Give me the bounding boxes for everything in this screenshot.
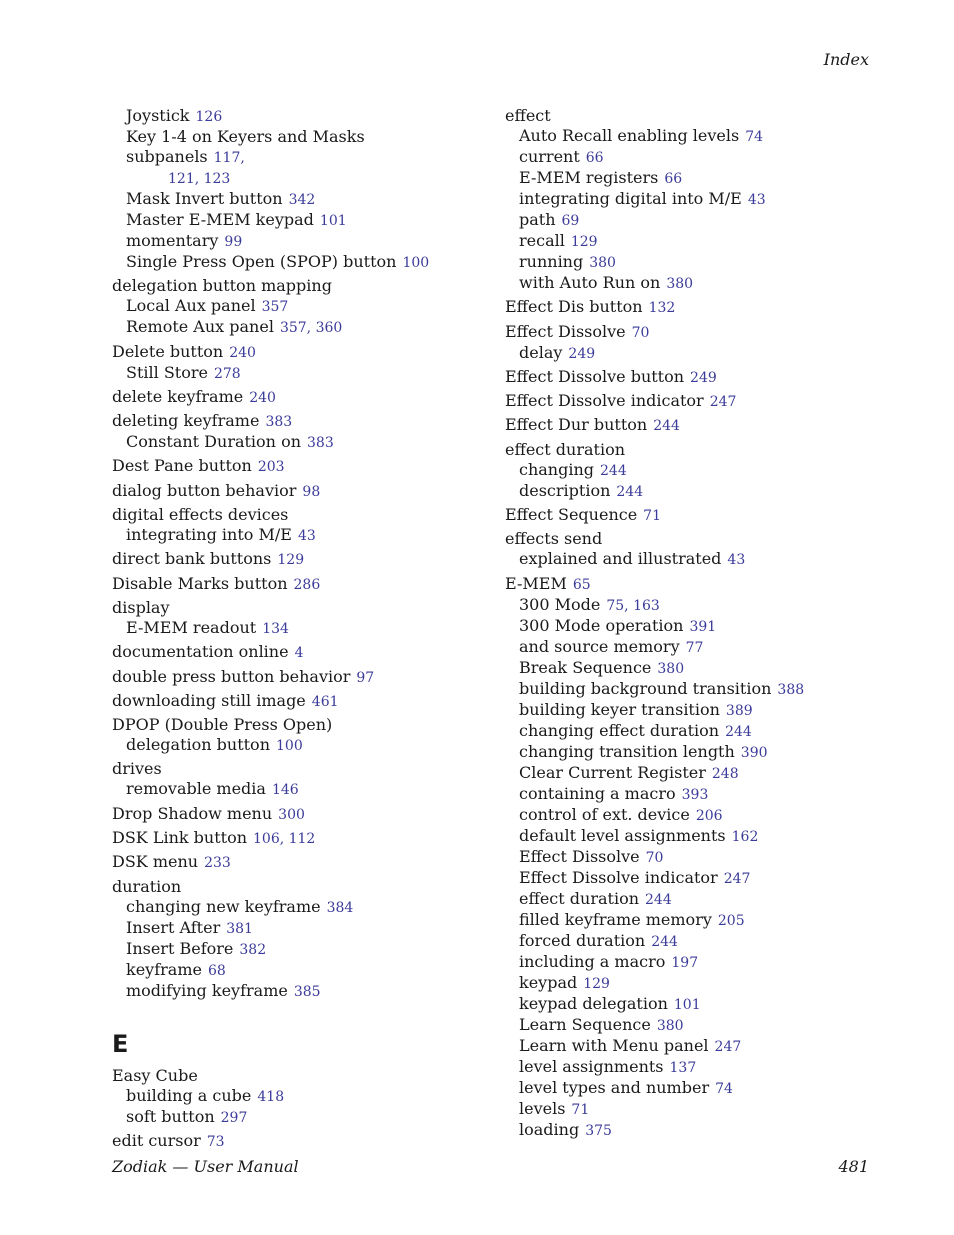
index-subentry — [505, 1078, 805, 1099]
index-subentry — [505, 1120, 805, 1141]
index-entry — [112, 759, 482, 779]
index-term: keyframe — [126, 959, 202, 979]
index-subentry — [112, 918, 482, 939]
index-term: delay — [519, 342, 563, 362]
index-entry — [505, 574, 805, 595]
index-subentry — [505, 973, 805, 994]
page-reference-link[interactable]: 233 — [204, 855, 231, 872]
index-entry — [505, 322, 805, 343]
index-entry — [112, 804, 482, 825]
index-entry — [112, 387, 482, 408]
index-subentry — [505, 549, 805, 570]
index-subentry — [505, 763, 805, 784]
index-term: and source memory — [519, 636, 680, 656]
index-subentry — [112, 168, 482, 189]
index-term: DSK menu — [112, 852, 199, 872]
index-term: effect duration — [519, 888, 639, 908]
index-subentry — [505, 679, 805, 700]
index-subentry — [505, 168, 805, 189]
index-subentry — [505, 460, 805, 481]
index-subentry — [505, 481, 805, 502]
index-term: Master E-MEM keypad — [126, 210, 314, 229]
index-term: DSK Link button — [112, 828, 247, 848]
index-term: Clear Current Register — [519, 762, 706, 782]
page-reference-link[interactable]: 380 — [589, 255, 616, 271]
index-entry — [505, 529, 805, 549]
index-term: Learn Sequence — [519, 1014, 651, 1034]
index-subentry — [112, 363, 482, 384]
index-term: Drop Shadow menu — [112, 803, 273, 823]
index-term: 300 Mode — [519, 594, 601, 614]
index-entry — [505, 415, 805, 436]
index-term: forced duration — [519, 930, 646, 950]
page-reference-link[interactable]: 388 — [777, 681, 805, 698]
index-term: deleting keyframe — [112, 411, 260, 431]
index-entry — [505, 440, 805, 460]
index-entry — [112, 342, 482, 363]
index-term: dialog button behavior — [112, 480, 297, 500]
page-reference-link[interactable]: 206 — [695, 807, 723, 824]
page-reference-link[interactable]: 383 — [265, 414, 293, 431]
page-reference-link[interactable]: 249 — [568, 345, 596, 362]
page-reference-link[interactable]: 300 — [278, 806, 305, 823]
page-reference-link[interactable]: 43 — [297, 528, 316, 545]
index-term: building keyer transition — [519, 699, 720, 719]
page-reference-link[interactable]: 117, — [213, 150, 245, 166]
page-reference-link[interactable]: 240 — [229, 344, 256, 361]
index-subentry — [112, 296, 482, 317]
index-entry — [112, 549, 482, 570]
page-reference-link[interactable]: 247 — [709, 394, 737, 411]
page-reference-link[interactable]: 384 — [326, 899, 354, 916]
index-subentry — [505, 805, 805, 826]
index-term: description — [519, 480, 611, 500]
index-subentry — [112, 189, 482, 210]
page-reference-link[interactable]: 381 — [226, 920, 253, 937]
index-subentry — [112, 432, 482, 453]
page-reference-link[interactable]: 71 — [643, 508, 661, 525]
page-reference-link[interactable]: 98 — [302, 483, 321, 500]
index-entry — [112, 828, 482, 849]
index-subentry — [505, 658, 805, 679]
index-subentry — [505, 343, 805, 364]
index-subentry — [112, 618, 482, 639]
index-term: filled keyframe memory — [519, 909, 712, 929]
index-term: Insert Before — [126, 938, 234, 958]
page-reference-link[interactable]: 249 — [690, 369, 717, 386]
index-term: Easy Cube — [112, 1065, 198, 1085]
page-reference-link[interactable]: 297 — [220, 1109, 248, 1126]
index-term: building a cube — [126, 1085, 252, 1105]
index-subentry — [505, 700, 805, 721]
index-term: Effect Dis button — [505, 297, 643, 317]
index-entry — [112, 852, 482, 873]
page-reference-link[interactable]: 101 — [319, 213, 347, 229]
page-reference-link[interactable]: 248 — [711, 765, 739, 782]
index-entry — [112, 456, 482, 477]
index-term: momentary — [126, 231, 219, 250]
page-reference-link[interactable]: 162 — [731, 828, 759, 845]
page-reference-link[interactable]: 357, 360 — [279, 320, 343, 337]
index-term: edit cursor — [112, 1130, 201, 1150]
index-term: running — [519, 252, 584, 271]
index-subentry — [112, 735, 482, 756]
index-subentry — [112, 1107, 482, 1128]
footer-manual-title: Zodiak — User Manual — [112, 1157, 299, 1176]
index-term: documentation online — [112, 642, 289, 662]
page-reference-link[interactable]: 126 — [195, 109, 223, 125]
index-subentry — [505, 952, 805, 973]
index-term: 300 Mode operation — [519, 615, 684, 635]
page-reference-link[interactable]: 244 — [600, 462, 627, 479]
page-reference-link[interactable]: 385 — [293, 983, 321, 1000]
page-reference-link[interactable]: 244 — [651, 933, 678, 950]
index-subentry — [505, 784, 805, 805]
page-reference-link[interactable]: 390 — [740, 744, 768, 761]
running-header: Index — [823, 50, 869, 69]
page-reference-link[interactable]: 461 — [311, 693, 339, 710]
index-subentry — [505, 189, 805, 210]
page-reference-link[interactable]: 389 — [725, 702, 753, 719]
page-reference-link[interactable]: 71 — [571, 1101, 590, 1118]
page-reference-link[interactable]: 101 — [673, 996, 701, 1013]
page-reference-link[interactable]: 286 — [293, 576, 321, 593]
index-term: Key 1-4 on Keyers and Masks subpanels — [126, 127, 365, 166]
index-subentry — [505, 595, 805, 616]
index-term: double press button behavior — [112, 666, 351, 686]
index-subentry — [505, 231, 805, 252]
index-term: soft button — [126, 1106, 215, 1126]
index-term: Still Store — [126, 362, 208, 382]
index-entry — [112, 877, 482, 897]
index-term: changing transition length — [519, 741, 735, 761]
index-subentry — [505, 931, 805, 952]
page-reference-link[interactable]: 132 — [648, 300, 676, 317]
index-entry — [112, 1131, 482, 1152]
page-reference-link[interactable]: 146 — [271, 782, 299, 799]
index-term: Effect Dissolve — [505, 321, 626, 341]
page-reference-link[interactable]: 97 — [356, 669, 375, 686]
index-entry — [112, 642, 482, 663]
index-entry — [505, 505, 805, 526]
index-subentry — [505, 1036, 805, 1057]
index-term: keypad — [519, 972, 578, 992]
index-subentry — [505, 1099, 805, 1120]
page-reference-link[interactable]: 73 — [206, 1133, 225, 1150]
page-reference-link[interactable]: 68 — [207, 962, 226, 979]
page-reference-link[interactable]: 418 — [257, 1088, 285, 1105]
page-reference-link[interactable]: 380 — [666, 276, 694, 292]
index-column-right — [505, 106, 805, 1141]
index-subentry — [112, 210, 482, 231]
index-term: Single Press Open (SPOP) button — [126, 252, 397, 271]
index-term: effect — [505, 106, 551, 125]
index-term: Effect Dur button — [505, 415, 648, 435]
index-term: Delete button — [112, 341, 224, 361]
index-term: delete keyframe — [112, 386, 244, 406]
index-subentry — [112, 127, 482, 168]
index-entry — [112, 598, 482, 618]
index-term: delegation button mapping — [112, 276, 332, 296]
index-subentry — [112, 981, 482, 1002]
index-term: display — [112, 597, 170, 617]
page-reference-link[interactable]: 43 — [747, 192, 766, 208]
page-reference-link[interactable]: 70 — [645, 849, 664, 866]
page-reference-link[interactable]: 382 — [239, 941, 267, 958]
page-reference-link[interactable]: 74 — [745, 129, 764, 145]
page-reference-link[interactable]: 74 — [715, 1080, 733, 1097]
index-subentry — [505, 994, 805, 1015]
index-subentry — [505, 637, 805, 658]
index-entry — [112, 691, 482, 712]
index-subentry — [505, 742, 805, 763]
index-term: with Auto Run on — [519, 273, 661, 292]
index-entry — [112, 574, 482, 595]
page-reference-link[interactable]: 121, 123 — [168, 171, 231, 187]
index-subentry — [505, 889, 805, 910]
page-reference-link[interactable]: 380 — [656, 1017, 684, 1034]
index-subentry — [505, 868, 805, 889]
index-subentry — [505, 147, 805, 168]
index-term: containing a macro — [519, 783, 676, 803]
page-reference-link[interactable]: 393 — [681, 786, 709, 803]
index-entry — [505, 391, 805, 412]
page-reference-link[interactable]: 70 — [631, 324, 650, 341]
index-entry — [112, 411, 482, 432]
page-reference-link[interactable]: 66 — [664, 171, 683, 187]
page-reference-link[interactable]: 247 — [723, 870, 751, 887]
index-term: levels — [519, 1098, 566, 1118]
page-reference-link[interactable]: 100 — [276, 738, 303, 755]
index-term: Effect Dissolve button — [505, 366, 685, 386]
index-term: Dest Pane button — [112, 456, 252, 476]
index-term: Effect Dissolve indicator — [505, 391, 704, 411]
index-term: control of ext. device — [519, 804, 690, 824]
index-term: loading — [519, 1119, 580, 1139]
page-reference-link[interactable]: 205 — [717, 912, 745, 929]
index-subentry — [505, 126, 805, 147]
index-term: delegation button — [126, 735, 270, 755]
index-term: level types and number — [519, 1077, 710, 1097]
index-subentry — [112, 252, 482, 273]
index-subentry — [505, 1057, 805, 1078]
index-term: Disable Marks button — [112, 573, 288, 593]
index-term: Effect Dissolve — [519, 846, 640, 866]
index-term: drives — [112, 759, 162, 779]
page-reference-link[interactable]: 278 — [213, 365, 241, 382]
index-term: downloading still image — [112, 690, 306, 710]
page-reference-link[interactable]: 129 — [583, 975, 610, 992]
index-term: path — [519, 210, 556, 229]
index-subentry — [505, 721, 805, 742]
page-reference-link[interactable]: 380 — [657, 660, 685, 677]
page-reference-link[interactable]: 342 — [288, 192, 316, 208]
index-term: level assignments — [519, 1056, 664, 1076]
index-entry — [112, 667, 482, 688]
page-reference-link[interactable]: 77 — [685, 639, 704, 656]
index-term: Effect Dissolve indicator — [519, 867, 718, 887]
page-reference-link[interactable]: 99 — [224, 234, 243, 250]
index-entry — [505, 367, 805, 388]
index-term: integrating digital into M/E — [519, 189, 742, 208]
page-reference-link[interactable]: 100 — [402, 255, 430, 271]
page-reference-link[interactable]: 244 — [725, 723, 752, 740]
index-term: recall — [519, 231, 565, 250]
index-term: E-MEM — [505, 573, 567, 593]
page-reference-link[interactable]: 244 — [645, 891, 672, 908]
index-term: keypad delegation — [519, 993, 668, 1013]
page-reference-link[interactable]: 197 — [671, 954, 699, 971]
page-reference-link[interactable]: 383 — [307, 435, 334, 452]
index-term: effect duration — [505, 439, 625, 459]
index-entry — [505, 297, 805, 318]
index-subentry — [112, 939, 482, 960]
index-term: explained and illustrated — [519, 549, 722, 569]
index-term: Auto Recall enabling levels — [519, 126, 740, 145]
index-entry — [112, 715, 482, 735]
page-reference-link[interactable]: 357 — [261, 299, 289, 316]
index-subentry — [112, 960, 482, 981]
index-subentry — [505, 826, 805, 847]
index-term: Local Aux panel — [126, 296, 256, 316]
index-term: Break Sequence — [519, 657, 652, 677]
index-subentry — [112, 525, 482, 546]
index-entry — [112, 1066, 482, 1086]
page-reference-link[interactable]: 391 — [689, 618, 717, 635]
page-reference-link[interactable]: 244 — [653, 418, 680, 435]
index-term: Mask Invert button — [126, 189, 283, 208]
index-subentry — [112, 317, 482, 338]
page-reference-link[interactable]: 240 — [249, 389, 276, 406]
index-term: duration — [112, 876, 182, 896]
index-term: including a macro — [519, 951, 666, 971]
index-subentry — [112, 106, 482, 127]
page-reference-link[interactable]: 203 — [257, 459, 285, 476]
index-column-left — [112, 106, 482, 1152]
index-term: removable media — [126, 779, 266, 799]
index-subentry — [505, 1015, 805, 1036]
index-term: changing new keyframe — [126, 896, 321, 916]
index-term: Effect Sequence — [505, 505, 638, 525]
page-reference-link[interactable]: 129 — [277, 552, 305, 569]
index-term: current — [519, 147, 580, 166]
page-reference-link[interactable]: 75, 163 — [606, 597, 660, 614]
index-term: modifying keyframe — [126, 980, 288, 1000]
index-term: Remote Aux panel — [126, 317, 274, 337]
page-reference-link[interactable]: 129 — [570, 234, 598, 250]
index-subentry — [505, 273, 805, 294]
index-term: effects send — [505, 529, 603, 549]
index-term: changing — [519, 459, 595, 479]
index-subentry — [505, 616, 805, 637]
index-term: integrating into M/E — [126, 525, 292, 545]
index-subentry — [505, 847, 805, 868]
page-reference-link[interactable]: 244 — [616, 483, 644, 500]
index-term: E-MEM readout — [126, 617, 257, 637]
index-term: direct bank buttons — [112, 549, 272, 569]
page-reference-link[interactable]: 69 — [561, 213, 580, 229]
index-entry — [112, 481, 482, 502]
index-term: Insert After — [126, 917, 221, 937]
index-entry — [505, 106, 805, 126]
page-reference-link[interactable]: 43 — [727, 552, 746, 569]
index-term: changing effect duration — [519, 720, 720, 740]
index-subentry — [112, 1086, 482, 1107]
index-term: default level assignments — [519, 825, 726, 845]
index-term: digital effects devices — [112, 505, 289, 525]
index-term: E-MEM registers — [519, 168, 659, 187]
index-entry — [112, 276, 482, 296]
index-term: building background transition — [519, 678, 772, 698]
page-reference-link[interactable]: 65 — [572, 576, 591, 593]
index-subentry — [112, 897, 482, 918]
page-reference-link[interactable]: 66 — [585, 150, 604, 166]
footer-page-number: 481 — [838, 1157, 869, 1176]
index-subentry — [505, 210, 805, 231]
page-reference-link[interactable]: 247 — [714, 1038, 742, 1055]
page-reference-link[interactable]: 106, 112 — [253, 831, 316, 848]
index-entry — [112, 505, 482, 525]
page-reference-link[interactable]: 375 — [585, 1122, 612, 1139]
index-term: DPOP (Double Press Open) — [112, 715, 333, 735]
index-letter-heading: E — [112, 1029, 129, 1058]
index-subentry — [505, 910, 805, 931]
index-subentry — [112, 231, 482, 252]
page-reference-link[interactable]: 137 — [669, 1059, 697, 1076]
page-reference-link[interactable]: 4 — [294, 645, 304, 662]
index-subentry — [112, 779, 482, 800]
index-term: Joystick — [126, 106, 190, 125]
index-subentry — [505, 252, 805, 273]
index-term: Constant Duration on — [126, 432, 302, 452]
index-term: Learn with Menu panel — [519, 1035, 709, 1055]
page-reference-link[interactable]: 134 — [262, 620, 289, 637]
